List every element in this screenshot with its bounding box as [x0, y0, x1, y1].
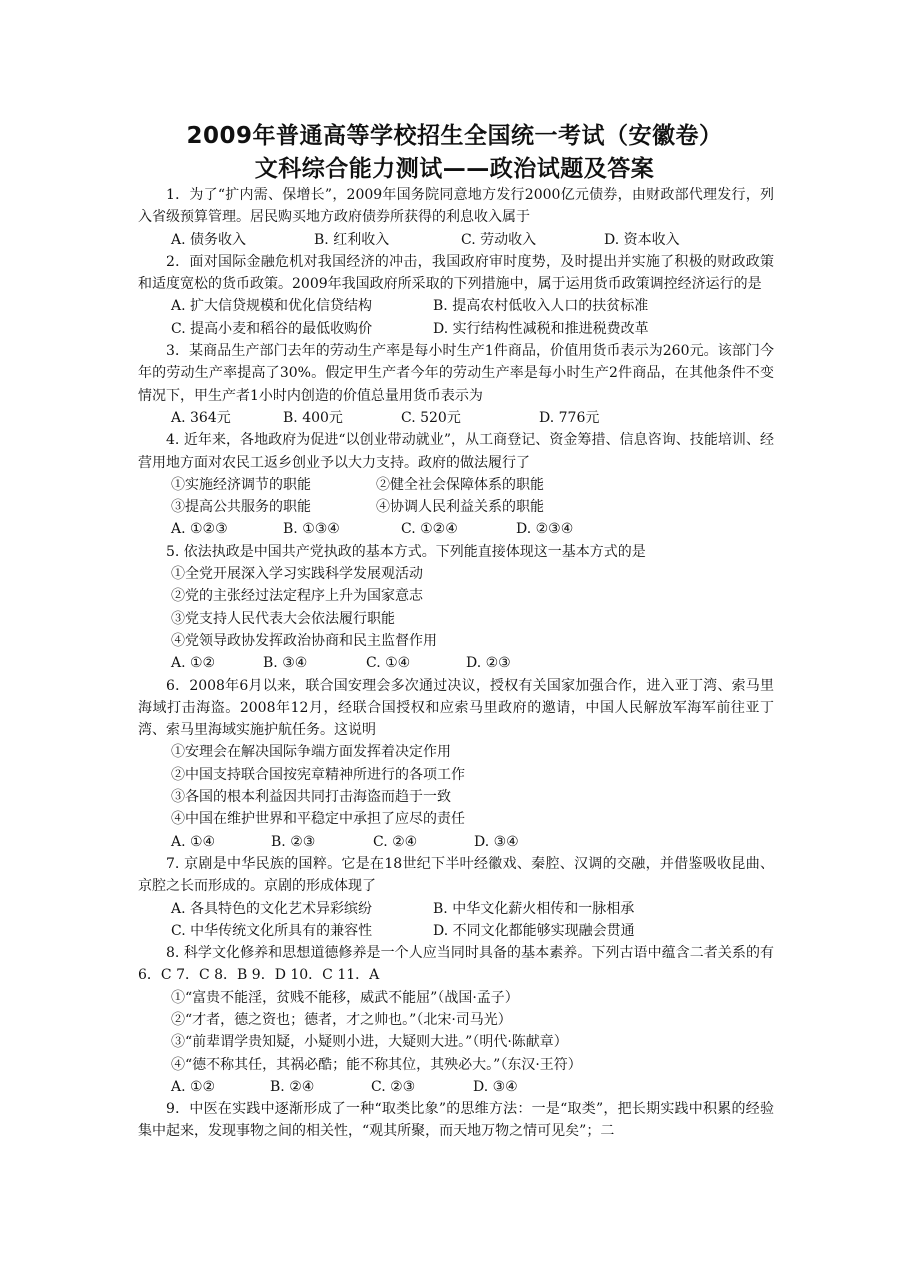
- q8-option-d: D. ③④: [473, 1078, 518, 1095]
- q5-item-3: ③党支持人民代表大会依法履行职能: [171, 610, 395, 627]
- q6-option-d: D. ③④: [474, 833, 519, 850]
- q5-item-4: ④党领导政协发挥政治协商和民主监督作用: [171, 632, 437, 649]
- q7-option-c: C. 中华传统文化所具有的兼容性: [171, 922, 373, 939]
- question-4-stem: 4. 近年来，各地政府为促进“以创业带动就业”，从工商登记、资金筹措、信息咨询、技能培训、经营用地方面对农民工返乡创业予以大力支持。政府的做法履行了: [138, 432, 774, 471]
- q8-item-1: ①“富贵不能淫，贫贱不能移，威武不能屈”（战国·孟子）: [171, 989, 519, 1006]
- q5-item-1: ①全党开展深入学习实践科学发展观活动: [171, 566, 423, 583]
- question-3-options: [138, 407, 774, 429]
- q6-item-4: ④中国在维护世界和平稳定中承担了应尽的责任: [171, 811, 465, 828]
- q5-option-b: B. ③④: [263, 655, 308, 672]
- q2-option-a: A. 扩大信贷规模和优化信贷结构: [171, 298, 373, 315]
- q6-option-c: C. ②④: [373, 833, 418, 850]
- q8-option-b: B. ②④: [270, 1078, 315, 1095]
- question-5-options: [138, 652, 774, 674]
- question-6-options: [138, 831, 774, 853]
- q7-option-a: A. 各具特色的文化艺术异彩缤纷: [171, 900, 373, 917]
- question-7-options-row1: [138, 898, 774, 920]
- q4-item-3: ③提高公共服务的职能: [171, 499, 311, 516]
- q6-option-b: B. ②③: [271, 833, 316, 850]
- question-8-options: [138, 1076, 774, 1098]
- q6-item-3: ③各国的根本利益因共同打击海盗而趋于一致: [171, 789, 451, 806]
- q4-option-c: C. ①②④: [401, 521, 458, 538]
- q7-option-d: D. 不同文化都能够实现融会贯通: [433, 922, 635, 939]
- q2-option-c: C. 提高小麦和稻谷的最低收购价: [171, 320, 373, 337]
- q1-option-b: B. 红利收入: [314, 231, 390, 248]
- q8-item-4: ④“德不称其任，其祸必酷；能不称其位，其殃必大。”（东汉·王符）: [171, 1056, 582, 1073]
- q4-item-1: ①实施经济调节的职能: [171, 476, 311, 493]
- question-7-stem: 7. 京剧是中华民族的国粹。它是在18世纪下半叶经徽戏、秦腔、汉调的交融，并借鉴吸收昆曲、京腔之长而形成的。京剧的形成体现了: [138, 855, 774, 895]
- document-body: [138, 184, 774, 1143]
- q6-item-1: ①安理会在解决国际争端方面发挥着决定作用: [171, 744, 451, 761]
- q4-option-b: B. ①③④: [283, 521, 340, 538]
- q8-item-3: ③“前辈谓学贵知疑，小疑则小进，大疑则大进。”（明代·陈献章）: [171, 1034, 568, 1051]
- question-4-options: [138, 518, 774, 540]
- question-3-stem: 3．某商品生产部门去年的劳动生产率是每小时生产1件商品，价值用货币表示为260元。该部门今年的劳动生产率提高了30%。假定甲生产者今年的劳动生产率是每小时生产2件商品，在其他条件不变情况下，甲生产者1小时内创造的价值总量用货币表示为: [138, 343, 774, 404]
- question-2-options-row1: [138, 295, 774, 317]
- q3-option-c: C. 520元: [401, 409, 461, 426]
- q3-option-a: A. 364元: [171, 409, 231, 426]
- question-4-items-row1: [138, 474, 774, 496]
- q2-option-b: B. 提高农村低收入人口的扶贫标准: [433, 298, 649, 315]
- q4-item-4: ④协调人民利益关系的职能: [376, 499, 544, 516]
- q5-option-d: D. ②③: [466, 655, 511, 672]
- q5-option-a: A. ①②: [171, 655, 216, 672]
- q6-item-2: ②中国支持联合国按宪章精神所进行的各项工作: [171, 766, 465, 783]
- q1-option-c: C. 劳动收入: [461, 231, 537, 248]
- question-1-stem: 1．为了“扩内需、保增长”，2009年国务院同意地方发行2000亿元债券，由财政部代理发行，列入省级预算管理。居民购买地方政府债券所获得的利息收入属于: [138, 187, 774, 226]
- q1-option-a: A. 债务收入: [171, 231, 247, 248]
- q7-option-b: B. 中华文化薪火相传和一脉相承: [433, 900, 635, 917]
- question-4-items-row2: [138, 496, 774, 518]
- document-title-line2: 文科综合能力测试——政治试题及答案: [254, 156, 655, 182]
- question-6-stem: 6．2008年6月以来，联合国安理会多次通过决议，授权有关国家加强合作，进入亚丁湾、索马里海域打击海盗。2008年12月，经联合国授权和应索马里政府的邀请，中国人民解放军海军前往亚丁湾、索马里海域实施护航任务。这说明: [138, 677, 774, 739]
- q8-item-2: ②“才者，德之资也；德者，才之帅也。”（北宋·司马光）: [171, 1011, 512, 1028]
- q4-option-a: A. ①②③: [171, 521, 228, 538]
- q2-option-d: D. 实行结构性减税和推进税费改革: [433, 320, 649, 337]
- question-7-options-row2: [138, 920, 774, 942]
- q6-option-a: A. ①④: [171, 833, 216, 850]
- q5-item-2: ②党的主张经过法定程序上升为国家意志: [171, 588, 423, 605]
- question-8-stem: 8. 科学文化修养和思想道德修养是一个人应当同时具备的基本素养。下列古语中蕴含二者关系的有6．C 7．C 8．B 9．D 10．C 11．A: [138, 945, 774, 984]
- question-5-stem: 5. 依法执政是中国共产党执政的基本方式。下列能直接体现这一基本方式的是: [166, 543, 646, 560]
- q3-option-b: B. 400元: [283, 409, 343, 426]
- question-1-options: [138, 229, 774, 251]
- document-title-line1: 2009年普通高等学校招生全国统一考试（安徽卷）: [186, 123, 723, 149]
- question-2-stem: 2．面对国际金融危机对我国经济的冲击，我国政府审时度势，及时提出并实施了积极的财政政策和适度宽松的货币政策。2009年我国政府所采取的下列措施中，属于运用货币政策调控经济运行的是: [138, 253, 774, 293]
- q1-option-d: D. 资本收入: [604, 231, 680, 248]
- q8-option-c: C. ②③: [371, 1078, 416, 1095]
- q5-option-c: C. ①④: [366, 655, 411, 672]
- question-9-stem: 9．中医在实践中逐渐形成了一种“取类比象”的思维方法：一是“取类”，把长期实践中积累的经验集中起来，发现事物之间的相关性，“观其所聚，而天地万物之情可见矣”；二: [138, 1101, 774, 1140]
- q4-option-d: D. ②③④: [516, 521, 574, 538]
- q8-option-a: A. ①②: [171, 1078, 216, 1095]
- question-2-options-row2: [138, 318, 774, 340]
- q3-option-d: D. 776元: [539, 409, 600, 426]
- q4-item-2: ②健全社会保障体系的职能: [376, 476, 544, 493]
